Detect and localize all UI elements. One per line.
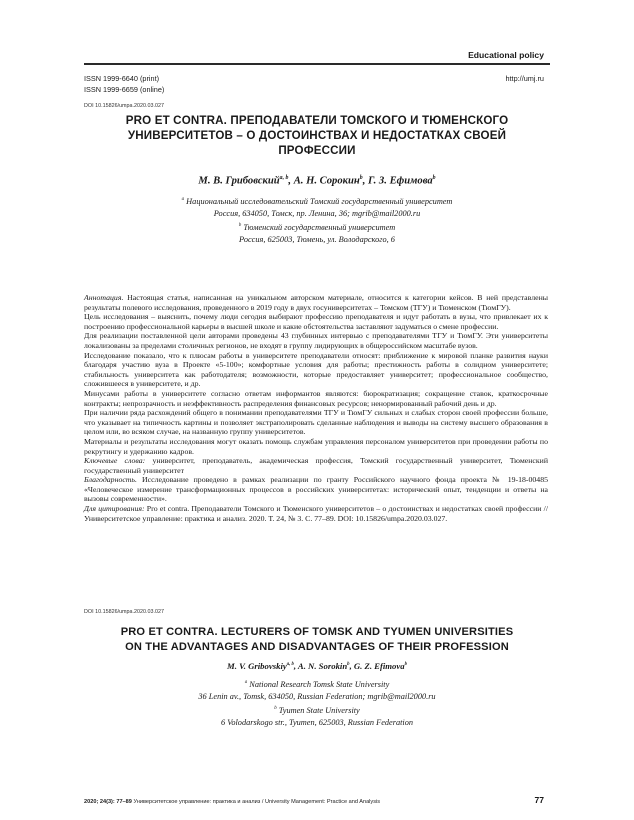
author-affil-mark: a, b [286, 662, 294, 668]
author-affil-mark: b [432, 175, 436, 181]
affiliations-ru [84, 194, 550, 246]
abstract-paragraph: Исследование показало, что к плюсам работы в университете преподаватели относят: приближение к мировой планке развития науки благодаря участию вуза в Проекте «5-100»; комфортные условия для работы; престижность работы в солидном университете; стабильность университета как работодателя; возможности, которые предоставляет университет; профессиональное сообщество, сложившееся в университете, и др. [84, 350, 548, 389]
affiliations-en [84, 677, 550, 729]
doi-en[interactable]: DOI 10.15826/umpa.2020.03.027 [84, 609, 165, 615]
abstract-label: Аннотация. [84, 293, 124, 302]
affiliation-a: $^a$ National Research Tomsk State University [244, 679, 390, 689]
author-affil-mark: a, b [279, 175, 289, 181]
abstract-paragraph: Цель исследования – выяснить, почему люди сегодня выбирают профессию преподавателя и идут работать в вузы, что привлекает их к построению профессиональной карьеры в высшей школе и какие обстоятельства заставляют задуматься о смене профессии. [84, 312, 548, 331]
abstract-paragraph: При наличии ряда расхождений общего в понимании преподавателями ТГУ и ТюмГУ сильных и слабых сторон своей профессии больше, что указывает на типичность картины и позволяет экстраполировать сделанные наблюдения и выводы на систему высшего образования в целом или, во всяком случае, на названную группу университетов. [84, 408, 548, 437]
author-name: А. Н. Сорокин [293, 175, 360, 187]
citation: Для цитирования: Pro et contra. Преподаватели Томского и Тюменского университетов – о достоинствах и недостатках своей профессии // Университетское управление: практика и анализ. 2020. Т. 24, № 3. С. 77–89. DOI: 10.15826/umpa.2020.03.027. [84, 504, 548, 523]
author-name: M. V. Gribovskiy [227, 661, 287, 671]
affiliation-a-address: Россия, 634050, Томск, пр. Ленина, 36; mgrib@mail2000.ru [213, 208, 421, 218]
author-name: A. N. Sorokin [297, 661, 348, 671]
section-title: Educational policy [468, 50, 544, 60]
author-affil-mark: b [404, 662, 407, 668]
abstract-paragraph: Минусами работы в университете согласно ответам информантов являются: бюрократизация; сокращение ставок, краткосрочные контракты; непрозрачность и неэффективность распределения финансовых ресурсов; ненормированный рабочий день и др. [84, 388, 548, 408]
doi-ru[interactable]: DOI 10.15826/umpa.2020.03.027 [84, 103, 165, 109]
issn-block [84, 74, 164, 95]
abstract-paragraph: Для реализации поставленной цели авторами проведены 43 глубинных интервью с преподавателями ТГУ и ТюмГУ. Эти университеты локализованы за пределами столичных регионов, не входят в группу лидирующих в общероссийском масштабе вузов. [84, 331, 548, 350]
title-en [84, 625, 550, 655]
title-en-line: ON THE ADVANTAGES AND DISADVANTAGES OF THEIR PROFESSION [125, 641, 509, 653]
journal-url[interactable]: http://umj.ru [505, 74, 544, 83]
title-ru-line: PRO ET CONTRA. ПРЕПОДАВАТЕЛИ ТОМСКОГО И ТЮМЕНСКОГО [125, 114, 509, 127]
affiliation-a-address: 36 Lenin av., Tomsk, 634050, Russian Federation; mgrib@mail2000.ru [198, 691, 436, 701]
authors-ru: М. В. Грибовский$^{a, b}$, А. Н. Сорокин$^b$, Г. З. Ефимова$^b$ [198, 175, 436, 187]
affiliation-a: $^a$ Национальный исследовательский Томский государственный университет [181, 196, 453, 206]
author-name: М. В. Грибовский [198, 175, 280, 187]
keywords: Ключевые слова: университет, преподаватель, академическая профессия, Томский государственный университет, Тюменский государственный университет [84, 456, 548, 475]
acknowledgement-label: Благодарность. [84, 475, 137, 485]
title-ru-line: УНИВЕРСИТЕТОВ – О ДОСТОИНСТВАХ И НЕДОСТАТКАХ СВОЕЙ [127, 129, 507, 142]
issn-print: ISSN 1999-6640 (print) [84, 74, 160, 83]
author-name: Г. З. Ефимова [368, 175, 433, 187]
issn-online: ISSN 1999-6659 (online) [84, 84, 165, 94]
acknowledgement: Благодарность. Исследование проведено в рамках реализации по гранту Российского научного фонда проекта № 19-18-00485 «Человеческое измерение трансформационных процессов в российских университетах: исторический опыт, тенденции и ответы на вызовы современности». [84, 475, 548, 504]
title-en-line: PRO ET CONTRA. LECTURERS OF TOMSK AND TYUMEN UNIVERSITIES [120, 626, 514, 638]
abstract-ru [84, 293, 548, 523]
header-divider [84, 63, 550, 65]
footer-citation: 2020; 24(3): 77–89 [84, 799, 132, 805]
author-affil-mark: b [347, 662, 350, 668]
abstract-paragraph: Материалы и результаты исследования могут оказать помощь службам управления персоналом университетов при проведении работы по рекрутингу и удержанию кадров. [84, 436, 548, 456]
abstract-paragraph: Аннотация. Настоящая статья, написанная на уникальном авторском материале, относится к категории кейсов. В ней представлены результаты полевого исследования, проведенного в 2019 году в двух госуниверситетах – Томском (ТГУ) и Тюменском (ТюмГУ). [84, 293, 548, 312]
page-number: 77 [534, 795, 544, 805]
title-ru-line: ПРОФЕССИИ [278, 144, 356, 157]
keywords-label: Ключевые слова: [84, 456, 146, 466]
authors-en: M. V. Gribovskiy$^{a, b}$, A. N. Sorokin$^b$, G. Z. Efimova$^b$ [227, 661, 407, 671]
citation-label: Для цитирования: [84, 504, 145, 514]
title-ru [84, 113, 550, 158]
affiliation-b-address: Россия, 625003, Тюмень, ул. Володарского, 6 [239, 234, 395, 244]
author-name: G. Z. Efimova [353, 661, 405, 671]
page-footer [84, 799, 380, 805]
affiliation-b: $^b$ Тюменский государственный университет [238, 222, 396, 232]
footer-journal: Университетское управление: практика и анализ / University Management: Practice and Analysis [131, 799, 381, 805]
author-affil-mark: b [359, 175, 363, 181]
affiliation-b-address: 6 Volodarskogo str., Tyumen, 625003, Russian Federation [220, 717, 414, 727]
affiliation-b: $^b$ Tyumen State University [274, 705, 360, 715]
